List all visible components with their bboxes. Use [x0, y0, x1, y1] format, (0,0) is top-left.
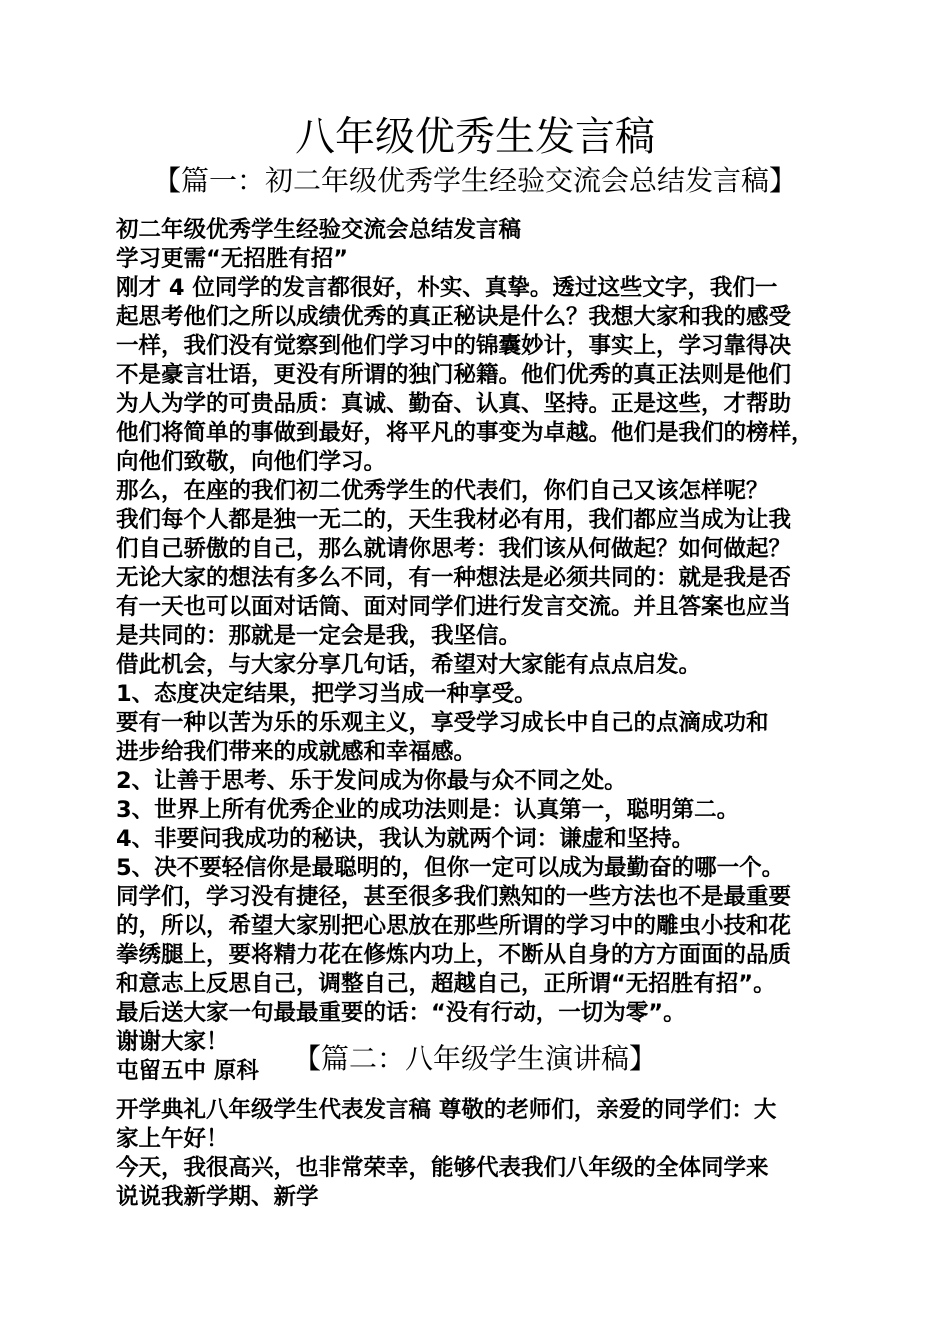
paragraph-line: 是共同的：那就是一定会是我，我坚信。 — [116, 623, 522, 649]
paragraph-line: 们自己骄傲的自己，那么就请你思考：我们该从何做起？如何做起？ — [116, 536, 792, 562]
paragraph-line: 不是豪言壮语，更没有所谓的独门秘籍。他们优秀的真正法则是他们 — [116, 362, 792, 388]
paragraph-line: 最后送大家一句最最重要的话：“没有行动，一切为零”。 — [116, 1000, 686, 1026]
paragraph-line: 无论大家的想法有多么不同，有一种想法是必须共同的：就是我是否 — [116, 565, 792, 591]
paragraph-line: 学习更需“无招胜有招” — [116, 246, 349, 272]
paragraph-line: 和意志上反思自己，调整自己，超越自己，正所谓“无招胜有招”。 — [116, 971, 776, 997]
paragraph-line: 说说我新学期、新学 — [116, 1184, 319, 1210]
paragraph-line: 1、态度决定结果，把学习当成一种享受。 — [116, 681, 537, 707]
paragraph-line: 的，所以，希望大家别把心思放在那些所谓的学习中的雕虫小技和花 — [116, 913, 792, 939]
paragraph-line: 2、让善于思考、乐于发问成为你最与众不同之处。 — [116, 768, 627, 794]
paragraph-line: 家上午好！ — [116, 1126, 229, 1152]
paragraph-line: 那么，在座的我们初二优秀学生的代表们，你们自己又该怎样呢？ — [116, 478, 769, 504]
paragraph-line: 谢谢大家！ — [116, 1029, 229, 1055]
paragraph-line: 进步给我们带来的成就感和幸福感。 — [116, 739, 477, 765]
paragraph-line: 屯留五中 原科 — [116, 1058, 259, 1084]
paragraph-line: 他们将简单的事做到最好，将平凡的事变为卓越。他们是我们的榜样， — [116, 420, 814, 446]
paragraph-line: 初二年级优秀学生经验交流会总结发言稿 — [116, 217, 522, 243]
paragraph-line: 同学们，学习没有捷径，甚至很多我们熟知的一些方法也不是最重要 — [116, 884, 792, 910]
section-2-body — [116, 1096, 850, 1212]
paragraph-line: 开学典礼八年级学生代表发言稿 尊敬的老师们，亲爱的同学们：大 — [116, 1097, 777, 1123]
paragraph-line: 为人为学的可贵品质：真诚、勤奋、认真、坚持。正是这些，才帮助 — [116, 391, 792, 417]
paragraph-line: 拳绣腿上，要将精力花在修炼内功上，不断从自身的方方面面的品质 — [116, 942, 792, 968]
paragraph-line: 今天，我很高兴，也非常荣幸，能够代表我们八年级的全体同学来 — [116, 1155, 769, 1181]
paragraph-line: 一样，我们没有觉察到他们学习中的锦囊妙计，事实上，学习靠得决 — [116, 333, 792, 359]
paragraph-line: 5、决不要轻信你是最聪明的，但你一定可以成为最勤奋的哪一个。 — [116, 855, 785, 881]
paragraph-line: 起思考他们之所以成绩优秀的真正秘诀是什么？我想大家和我的感受 — [116, 304, 792, 330]
section-1-heading: 【篇一：初二年级优秀学生经验交流会总结发言稿】 — [152, 164, 797, 197]
paragraph-line: 借此机会，与大家分享几句话，希望对大家能有点点启发。 — [116, 652, 702, 678]
section-2-heading: 【篇二：八年级学生演讲稿】 — [292, 1042, 657, 1075]
paragraph-line: 刚才 4 位同学的发言都很好，朴实、真挚。透过这些文字，我们一 — [116, 275, 778, 301]
paragraph-line: 有一天也可以面对话筒、面对同学们进行发言交流。并且答案也应当 — [116, 594, 792, 620]
section-1-body — [116, 216, 850, 1086]
paragraph-line: 4、非要问我成功的秘诀，我认为就两个词：谦虚和坚持。 — [116, 826, 695, 852]
document-title: 八年级优秀生发言稿 — [295, 114, 655, 160]
paragraph-line: 要有一种以苦为乐的乐观主义，享受学习成长中自己的点滴成功和 — [116, 710, 769, 736]
paragraph-line: 3、世界上所有优秀企业的成功法则是：认真第一，聪明第二。 — [116, 797, 740, 823]
paragraph-line: 向他们致敬，向他们学习。 — [116, 449, 387, 475]
paragraph-line: 我们每个人都是独一无二的，天生我材必有用，我们都应当成为让我 — [116, 507, 792, 533]
